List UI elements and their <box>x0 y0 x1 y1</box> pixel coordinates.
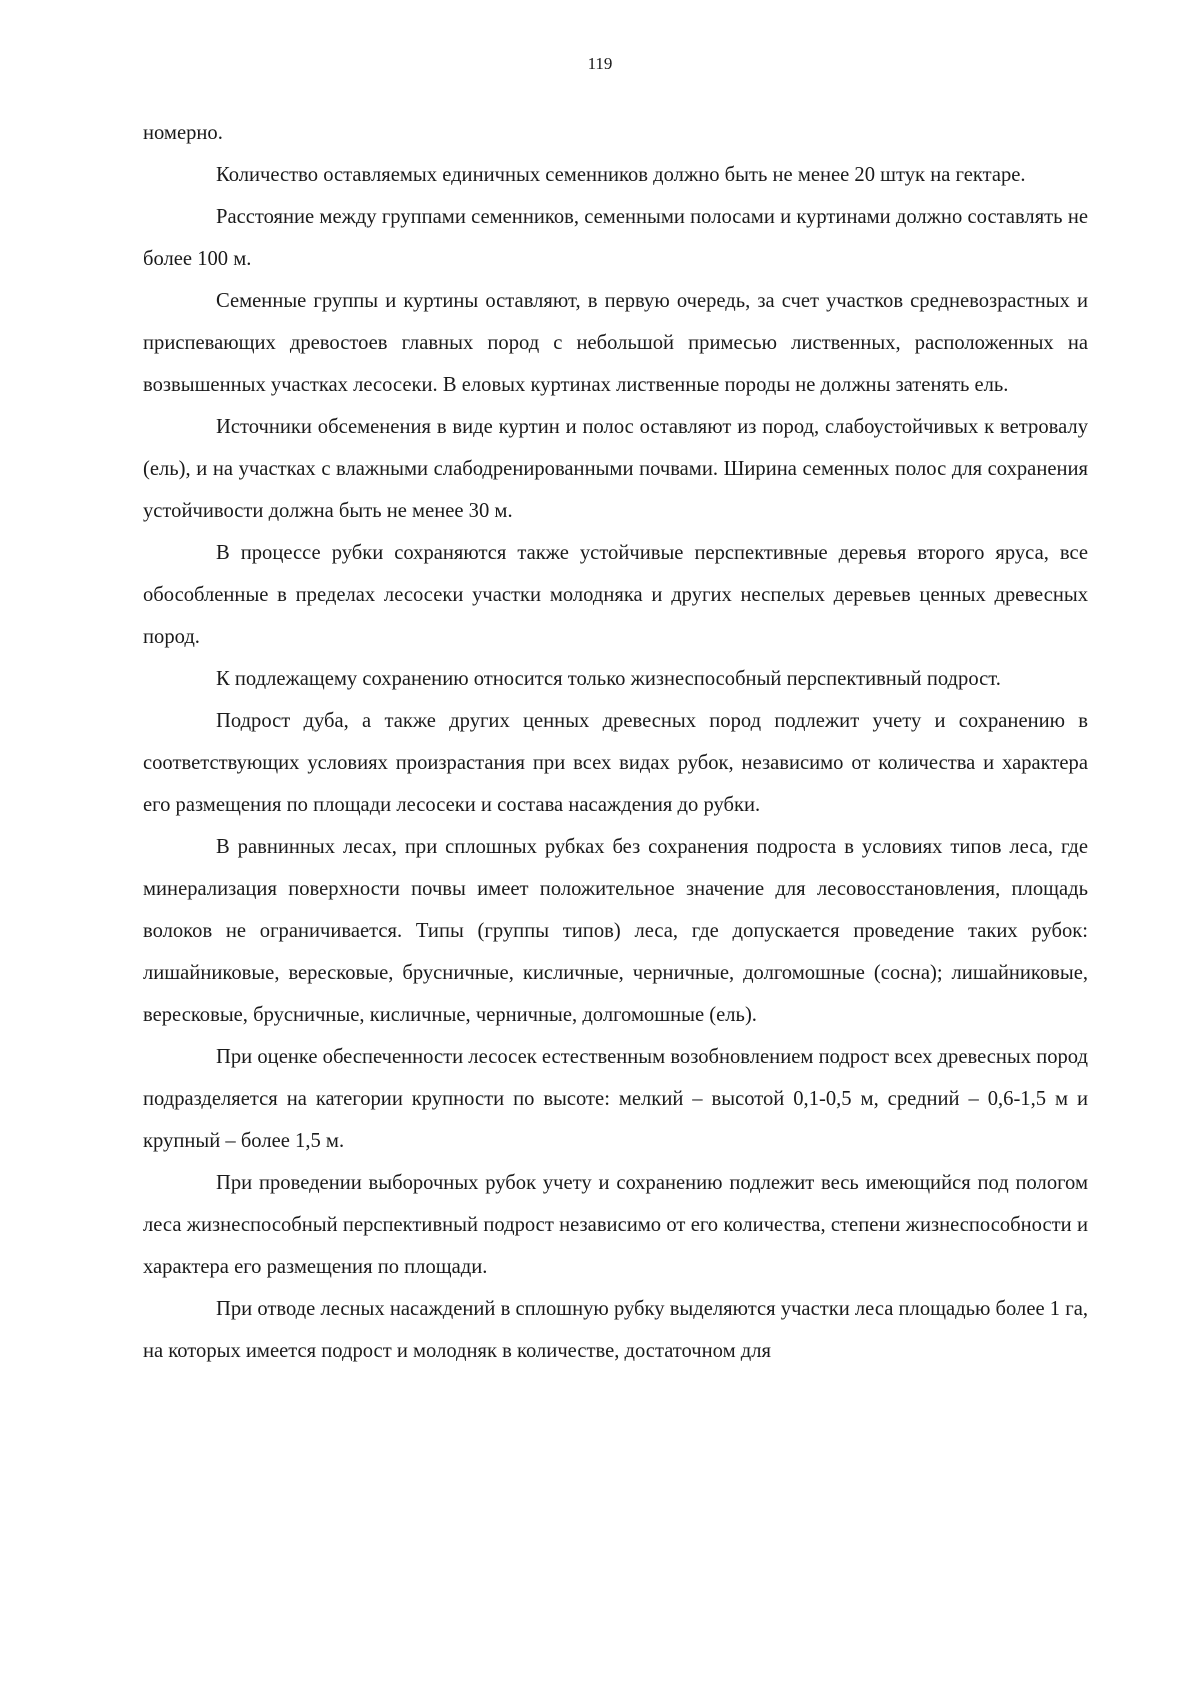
document-body <box>143 112 1088 1372</box>
paragraph: Количество оставляемых единичных семенников должно быть не менее 20 штук на гектаре. <box>216 164 1026 186</box>
paragraph: При проведении выборочных рубок учету и сохранению подлежит весь имеющийся под пологом леса жизнеспособный перспективный подрост независимо от его количества, степени жизнеспособности и характера его размещения по площади. <box>143 1172 1088 1278</box>
paragraph: При отводе лесных насаждений в сплошную рубку выделяются участки леса площадью более 1 га, на которых имеется подрост и молодняк в количестве, достаточном для <box>143 1298 1088 1362</box>
paragraph: Семенные группы и куртины оставляют, в первую очередь, за счет участков средневозрастных и приспевающих древостоев главных пород с небольшой примесью лиственных, расположенных на возвышенных участках лесосеки. В еловых куртинах лиственные породы не должны затенять ель. <box>143 290 1088 396</box>
paragraph: Подрост дуба, а также других ценных древесных пород подлежит учету и сохранению в соответствующих условиях произрастания при всех видах рубок, независимо от количества и характера его размещения по площади лесосеки и состава насаждения до рубки. <box>143 710 1088 816</box>
page-number: 119 <box>587 54 613 73</box>
paragraph-continuation: номерно. <box>143 122 223 144</box>
paragraph: Расстояние между группами семенников, семенными полосами и куртинами должно составлять не более 100 м. <box>143 206 1088 270</box>
paragraph: В процессе рубки сохраняются также устойчивые перспективные деревья второго яруса, все обособленные в пределах лесосеки участки молодняка и других неспелых деревьев ценных древесных пород. <box>143 542 1088 648</box>
paragraph: К подлежащему сохранению относится только жизнеспособный перспективный подрост. <box>216 668 1001 690</box>
paragraph: В равнинных лесах, при сплошных рубках без сохранения подроста в условиях типов леса, где минерализация поверхности почвы имеет положительное значение для лесовосстановления, площадь волоков не ограничивается. Типы (группы типов) леса, где допускается проведение таких рубок: лишайниковые, вересковые, брусничные, кисличные, черничные, долгомошные (сосна); лишайниковые, вересковые, брусничные, кисличные, черничные, долгомошные (ель). <box>143 836 1088 1026</box>
paragraph: Источники обсеменения в виде куртин и полос оставляют из пород, слабоустойчивых к ветровалу (ель), и на участках с влажными слабодренированными почвами. Ширина семенных полос для сохранения устойчивости должна быть не менее 30 м. <box>143 416 1088 522</box>
paragraph: При оценке обеспеченности лесосек естественным возобновлением подрост всех древесных пород подразделяется на категории крупности по высоте: мелкий – высотой 0,1-0,5 м, средний – 0,6-1,5 м и крупный – более 1,5 м. <box>143 1046 1088 1152</box>
